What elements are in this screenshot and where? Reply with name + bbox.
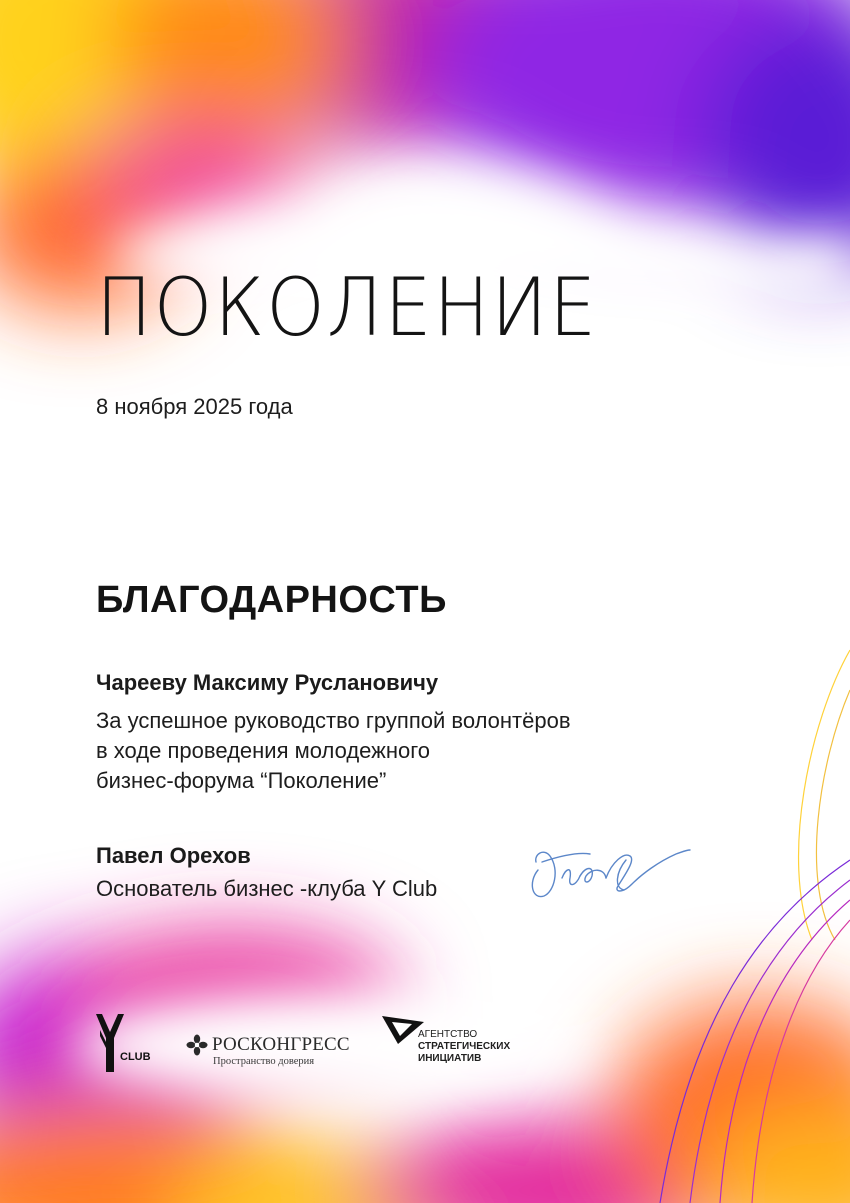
event-title: ПОКОЛЕНИЕ <box>96 261 599 354</box>
asi-logo <box>380 1012 540 1074</box>
document-title: БЛАГОДАРНОСТЬ <box>96 579 447 621</box>
asi-line: СТРАТЕГИЧЕСКИХ <box>418 1041 511 1052</box>
y-club-logo <box>94 1012 154 1074</box>
award-reason-line: За успешное руководство группой волонтёров <box>96 708 571 733</box>
signer-role: Основатель бизнес -клуба Y Club <box>96 876 438 901</box>
roscongress-logo <box>186 1030 366 1070</box>
roscongress-flower-icon <box>186 1034 208 1056</box>
roscongress-tagline: Пространство доверия <box>213 1056 315 1067</box>
award-reason-line: в ходе проведения молодежного <box>96 738 431 763</box>
event-date: 8 ноября 2025 года <box>96 394 293 419</box>
asi-logo-text <box>418 1029 510 1065</box>
asi-line: АГЕНТСТВО <box>418 1029 478 1040</box>
asi-line: ИНИЦИАТИВ <box>418 1053 482 1064</box>
handwritten-signature <box>520 832 695 912</box>
award-reason-line: бизнес-форума “Поколение” <box>96 768 387 793</box>
y-club-logo-text: CLUB <box>120 1051 151 1063</box>
signer-name: Павел Орехов <box>96 843 251 868</box>
roscongress-name: РОСКОНГРЕСС <box>212 1034 350 1055</box>
y-club-logo-icon <box>94 1012 154 1074</box>
award-reason <box>96 706 571 796</box>
recipient-name: Чарееву Максиму Руслановичу <box>96 670 439 695</box>
